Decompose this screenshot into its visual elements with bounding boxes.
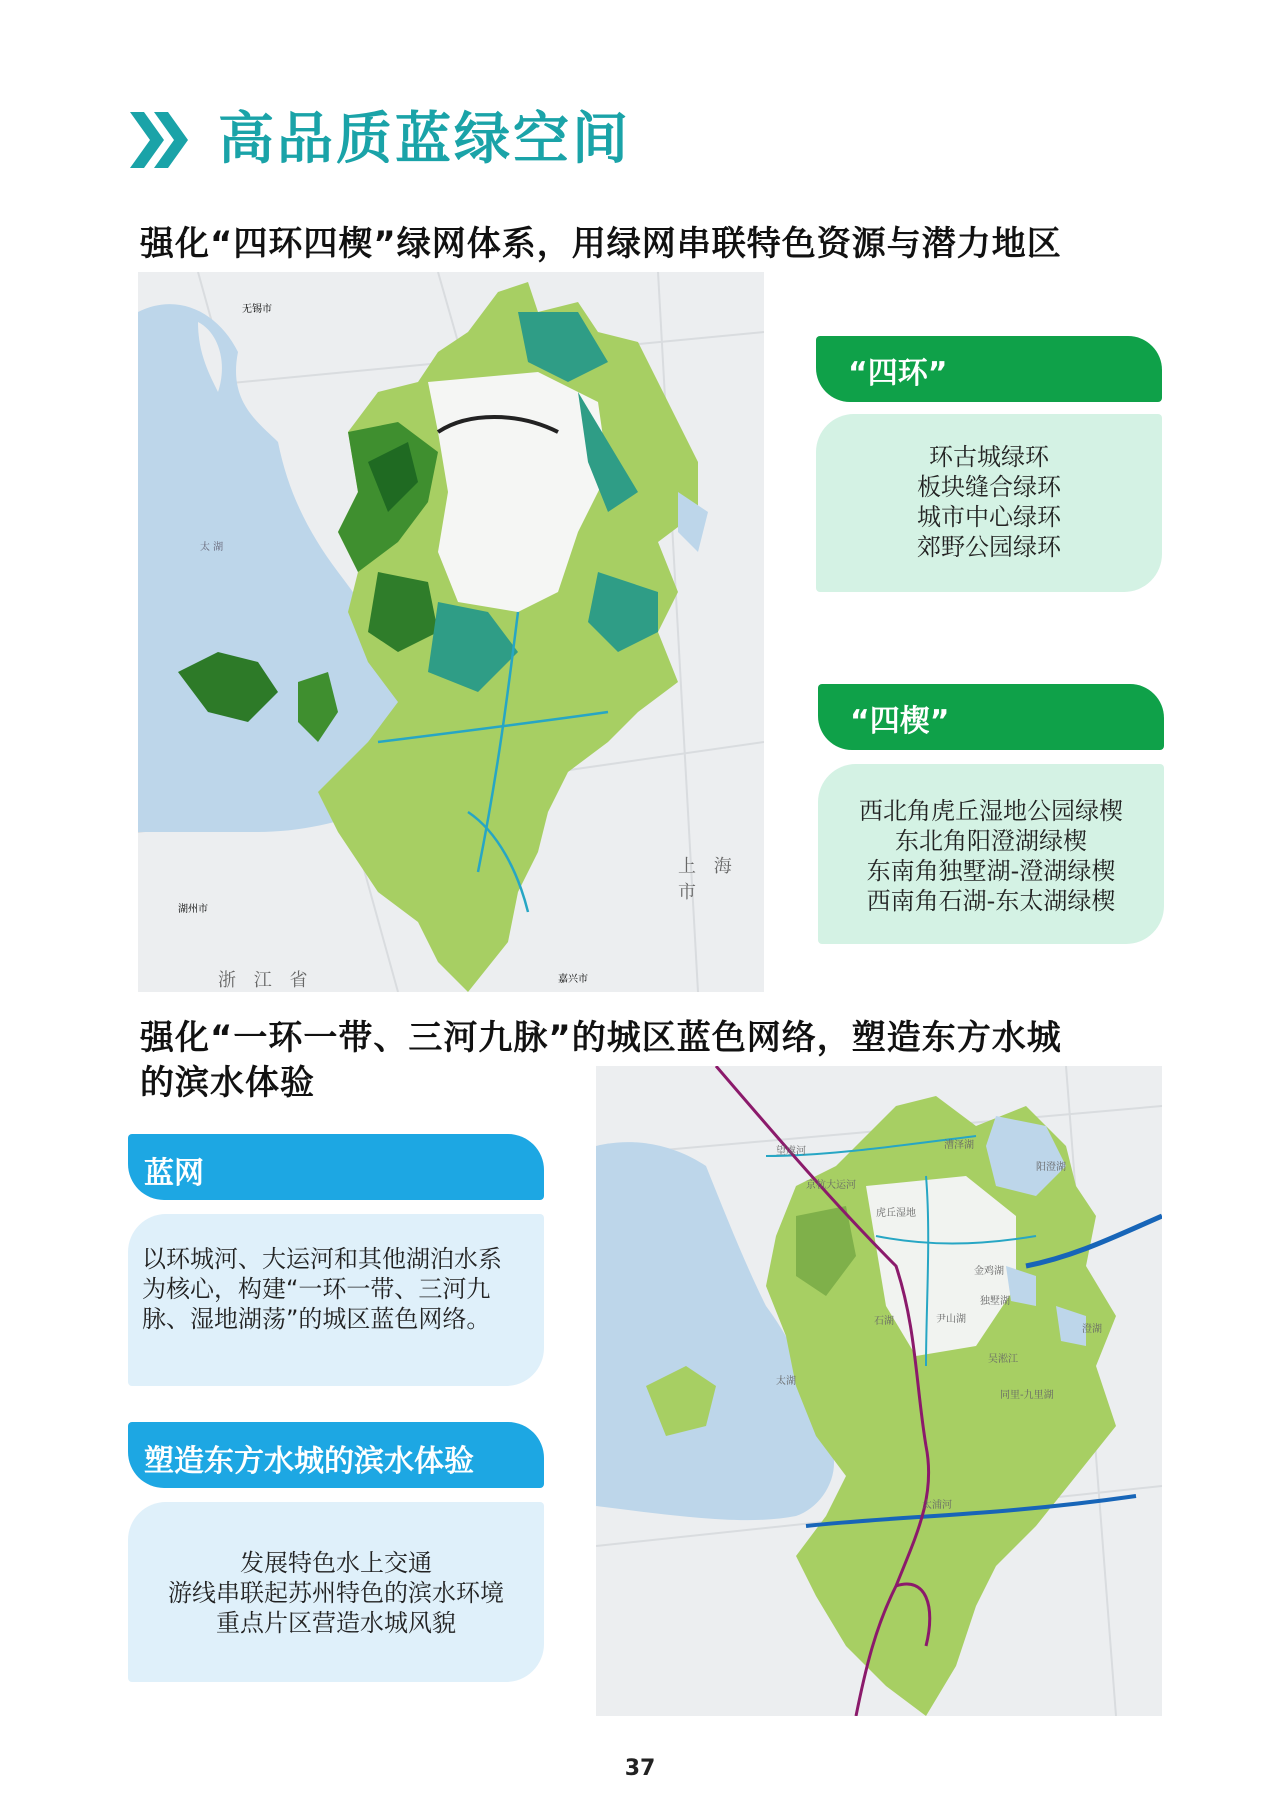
map2-label: 石湖 xyxy=(874,1316,894,1327)
waterfront-line: 发展特色水上交通 xyxy=(240,1549,432,1577)
four-wedges-title xyxy=(818,684,1164,750)
four-wedges-title-text: “四楔” xyxy=(850,704,950,739)
map2-label: 独墅湖 xyxy=(980,1296,1010,1307)
blue-network-heading-line2: 的滨水体验 xyxy=(140,1063,315,1103)
waterfront-line: 游线串联起苏州特色的滨水环境 xyxy=(168,1579,504,1607)
blue-net-line: 以环城河、大运河和其他湖泊水系 xyxy=(142,1245,502,1273)
waterfront-title xyxy=(128,1422,544,1488)
map2-label: 澄湖 xyxy=(1082,1324,1102,1335)
svg-text:无锡市: 无锡市 xyxy=(242,304,272,315)
page-number: 37 xyxy=(624,1756,656,1781)
map1-label-shanghai: 上 海 市 xyxy=(678,856,738,903)
four-rings-list xyxy=(816,414,1162,592)
wedge-item: 东北角阳澄湖绿楔 xyxy=(895,827,1087,855)
four-wedges-list xyxy=(818,764,1164,944)
page-title: 高品质蓝绿空间 xyxy=(218,107,631,172)
svg-text:湖州市: 湖州市 xyxy=(178,904,208,915)
wedge-item: 西南角石湖-东太湖绿楔 xyxy=(866,887,1116,915)
green-network-map xyxy=(138,272,764,992)
blue-net-description xyxy=(128,1214,544,1386)
map1-label-zhejiang: 浙 江 省 xyxy=(218,970,314,991)
map2-label: 阳澄湖 xyxy=(1036,1162,1066,1173)
double-chevron-icon xyxy=(130,108,190,172)
four-rings-title-text: “四环” xyxy=(848,356,948,391)
map2-label: 虎丘湿地 xyxy=(876,1208,916,1219)
map2-label: 尹山湖 xyxy=(936,1314,966,1325)
green-network-heading: 强化“四环四楔”绿网体系，用绿网串联特色资源与潜力地区 xyxy=(140,224,1062,264)
wedge-item: 西北角虎丘湿地公园绿楔 xyxy=(859,797,1123,825)
map2-label: 太湖 xyxy=(776,1376,796,1387)
blue-net-title xyxy=(128,1134,544,1200)
blue-net-line: 为核心，构建“一环一带、三河九 xyxy=(142,1275,491,1303)
map2-label: 同里-九里湖 xyxy=(1000,1390,1054,1401)
blue-net-line: 脉、湿地湖荡”的城区蓝色网络。 xyxy=(142,1305,491,1333)
svg-text:太 湖: 太 湖 xyxy=(200,542,224,553)
map2-label: 京杭大运河 xyxy=(806,1180,856,1191)
blue-network-heading-line1: 强化“一环一带、三河九脉”的城区蓝色网络，塑造东方水城 xyxy=(140,1018,1062,1058)
waterfront-description xyxy=(128,1502,544,1682)
blue-network-map xyxy=(596,1066,1162,1716)
map2-label: 吴淞江 xyxy=(988,1354,1018,1365)
map2-label: 望虞河 xyxy=(776,1146,806,1157)
svg-text:嘉兴市: 嘉兴市 xyxy=(558,974,588,985)
waterfront-line: 重点片区营造水城风貌 xyxy=(216,1609,456,1637)
map2-label: 金鸡湖 xyxy=(974,1266,1004,1277)
four-rings-title xyxy=(816,336,1162,402)
map2-label: 太浦河 xyxy=(922,1500,952,1511)
ring-item: 板块缝合绿环 xyxy=(917,473,1061,501)
map2-label: 漕泽湖 xyxy=(944,1140,974,1151)
waterfront-title-text: 塑造东方水城的滨水体验 xyxy=(144,1444,474,1479)
wedge-item: 东南角独墅湖-澄湖绿楔 xyxy=(866,857,1116,885)
ring-item: 环古城绿环 xyxy=(929,443,1049,471)
ring-item: 城市中心绿环 xyxy=(917,503,1061,531)
ring-item: 郊野公园绿环 xyxy=(917,533,1061,561)
blue-net-title-text: 蓝网 xyxy=(144,1156,204,1191)
